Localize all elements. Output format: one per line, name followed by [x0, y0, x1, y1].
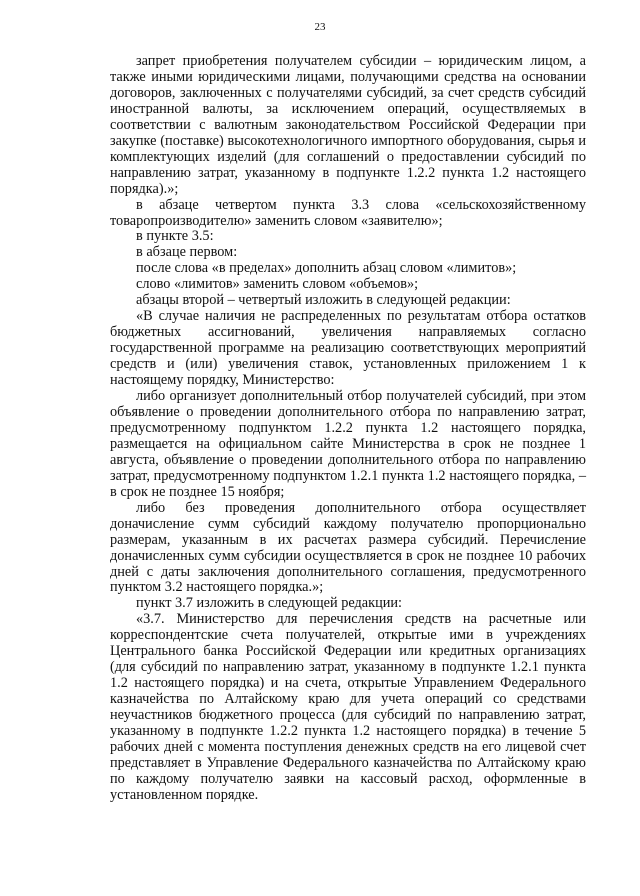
paragraph: в абзаце первом:: [136, 244, 238, 261]
paragraph: в пункте 3.5:: [136, 228, 214, 245]
paragraph: либо без проведения дополнительного отбора осуществляет доначисление сумм субсидий каждому получателю пропорционально размерам, указанным в их расчетах размера субсидий. Перечисление доначисленных сумм субсидии осуществляется в срок не позднее 10 рабочих дней с даты заключения дополнительного соглашения, предусмотренного пунктом 3.2 настоящего порядка.»;: [110, 499, 586, 596]
page-number: 23: [314, 21, 326, 33]
paragraph: абзацы второй – четвертый изложить в следующей редакции:: [136, 292, 511, 309]
paragraph: после слова «в пределах» дополнить абзац словом «лимитов»;: [136, 260, 517, 277]
paragraph: «В случае наличия не распределенных по результатам отбора остатков бюджетных ассигнований, увеличения направляемых согласно государственной программе на реализацию соответствующих мероприятий средств и (или) увеличения ставок, установленных приложением 1 к настоящему порядку, Министерство:: [110, 308, 586, 389]
paragraph: «3.7. Министерство для перечисления средств на расчетные или корреспондентские счета получателей, открытые ими в учреждениях Центрального банка Российской Федерации или кредитных организациях (для субсидий по направлению затрат, указанному в подпункте 1.2.1 пункта 1.2 настоящего порядка) и на счета, открытые Управлением Федерального казначейства по Алтайскому краю для учета операций со средствами неучастников бюджетного процесса (для субсидий по направлению затрат, указанному в подпункте 1.2.2 пункта 1.2 настоящего порядка) в течение 5 рабочих дней с момента поступления денежных средств на его лицевой счет представляет в Управление Федерального казначейства по Алтайскому краю по каждому получателю заявки на кассовый расход, оформленные в установленном порядке.: [110, 611, 586, 803]
paragraph: либо организует дополнительный отбор получателей субсидий, при этом объявление о проведении дополнительного отбора по направлению затрат, предусмотренному подпунктом 1.2.2 пункта 1.2 настоящего порядка, размещается на официальном сайте Министерства в срок не позднее 1 августа, объявление о проведении дополнительного отбора по направлению затрат, предусмотренному подпунктом 1.2.1 пункта 1.2 настоящего порядка, – в срок не позднее 15 ноября;: [110, 388, 586, 500]
paragraph: слово «лимитов» заменить словом «объемов»;: [136, 276, 419, 293]
paragraph: в абзаце четвертом пункта 3.3 слова «сельскохозяйственному товаропроизводителю» заменить словом «заявителю»;: [110, 196, 586, 229]
paragraph: запрет приобретения получателем субсидии – юридическим лицом, а также иными юридическими лицами, получающими средства на основании договоров, заключенных с получателями субсидий, за счет средств субсидий иностранной валюты, за исключением операций, осуществляемых в соответствии с валютным законодательством Российской Федерации при закупке (поставке) высокотехнологичного импортного оборудования, сырья и комплектующих изделий (для соглашений о предоставлении субсидий по направлению затрат, указанному в подпункте 1.2.2 пункта 1.2 настоящего порядка).»;: [110, 53, 586, 197]
document-body: [110, 54, 586, 804]
paragraph: пункт 3.7 изложить в следующей редакции:: [136, 595, 403, 612]
